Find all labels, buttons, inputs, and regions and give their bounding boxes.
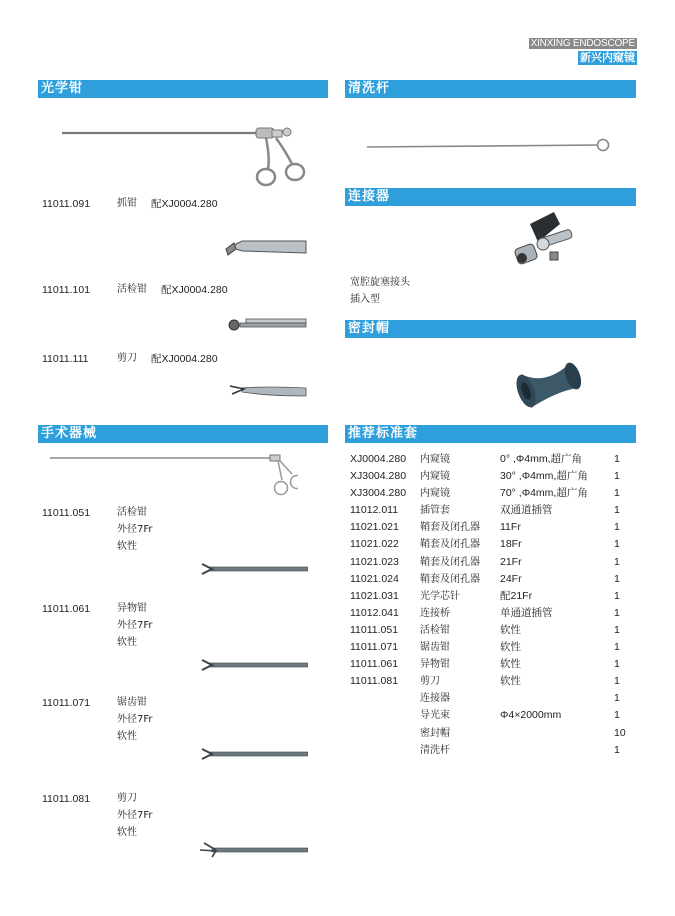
table-row (350, 656, 634, 673)
table-row (350, 571, 634, 588)
instrument-name: 活检钳 (117, 507, 147, 518)
kit-code: 11011.071 (350, 641, 399, 654)
kit-qty: 1 (614, 572, 620, 585)
instrument-diameter: 外径7Fr (117, 810, 153, 821)
cleaning-rod-image (365, 135, 611, 155)
instrument-code: 11011.071 (42, 697, 91, 709)
kit-code: 11012.011 (350, 504, 399, 517)
kit-spec: 24Fr (500, 572, 522, 585)
flexible-forceps-tip-image (200, 658, 308, 672)
scissors-tip-image (228, 380, 308, 400)
kit-spec (500, 725, 614, 742)
kit-name: 锯齿钳 (420, 642, 450, 654)
kit-name: 清洗杆 (420, 744, 450, 756)
table-row (350, 502, 634, 519)
kit-qty: 1 (614, 504, 620, 517)
kit-spec: 双通道插管 (500, 504, 553, 517)
kit-spec: 30° ,Φ4mm,超广角 (500, 470, 588, 483)
section-header-standard-kit: 推荐标准套 (345, 425, 636, 443)
section-header-optical-forceps: 光学钳 (38, 80, 328, 98)
kit-code: 11021.023 (350, 555, 399, 568)
optical-forceps-name: 抓钳 (117, 198, 137, 209)
kit-code (350, 725, 420, 742)
kit-code (350, 707, 420, 724)
kit-qty: 1 (614, 743, 620, 756)
instrument-type: 软性 (117, 541, 137, 552)
kit-name: 密封帽 (420, 727, 450, 739)
kit-spec (500, 690, 614, 707)
kit-qty: 10 (614, 726, 626, 739)
kit-name: 鞘套及闭孔器 (420, 539, 480, 551)
kit-qty: 1 (614, 623, 620, 636)
table-row (350, 690, 634, 707)
kit-code: 11012.041 (350, 606, 399, 619)
connector-image (510, 210, 580, 270)
optical-forceps-code: 11011.101 (42, 284, 91, 296)
section-header-seal-cap: 密封帽 (345, 320, 636, 338)
instrument-type: 软性 (117, 827, 137, 838)
connector-desc-2: 插入型 (350, 294, 380, 305)
kit-code (350, 742, 420, 759)
instrument-code: 11011.081 (42, 793, 91, 805)
kit-qty: 1 (614, 606, 620, 619)
kit-code: 11021.031 (350, 589, 399, 602)
instrument-name: 剪刀 (117, 793, 137, 804)
kit-name: 内窥镜 (420, 471, 450, 483)
kit-name: 鞘套及闭孔器 (420, 573, 480, 585)
optical-forceps-compat: 配XJ0004.280 (161, 284, 228, 296)
kit-name: 活检钳 (420, 624, 450, 636)
kit-qty: 1 (614, 641, 620, 654)
kit-code: 11021.024 (350, 572, 399, 585)
instrument-diameter: 外径7Fr (117, 524, 153, 535)
kit-name: 内窥镜 (420, 488, 450, 500)
table-row (350, 639, 634, 656)
kit-code: XJ3004.280 (350, 487, 407, 500)
table-row (350, 588, 634, 605)
brand-header (529, 31, 637, 65)
kit-name: 鞘套及闭孔器 (420, 556, 480, 568)
section-header-cleaning-rod: 清洗杆 (345, 80, 636, 98)
kit-spec: 配21Fr (500, 589, 533, 602)
kit-name: 内窥镜 (420, 454, 450, 465)
table-row (350, 707, 634, 724)
kit-qty: 1 (614, 470, 620, 483)
kit-name: 异物钳 (420, 659, 450, 671)
kit-code: 11021.021 (350, 521, 399, 534)
kit-spec: 软性 (500, 658, 521, 671)
optical-forceps-compat: 配XJ0004.280 (151, 353, 218, 365)
kit-name: 导光束 (420, 710, 450, 722)
kit-code: 11011.061 (350, 658, 399, 671)
optical-forceps-name: 剪刀 (117, 353, 137, 364)
kit-name: 剪刀 (420, 676, 440, 688)
table-row (350, 519, 634, 536)
kit-spec: 0° ,Φ4mm,超广角 (500, 453, 583, 465)
kit-spec: 11Fr (500, 521, 521, 534)
flexible-forceps-tip-image (200, 562, 308, 576)
kit-spec: 软性 (500, 641, 521, 654)
kit-qty: 1 (614, 709, 620, 722)
table-row (350, 468, 634, 485)
kit-spec: 18Fr (500, 538, 522, 551)
instrument-name: 锯齿钳 (117, 697, 147, 708)
instrument-diameter: 外径7Fr (117, 620, 153, 631)
optical-forceps-compat: 配XJ0004.280 (151, 198, 218, 210)
kit-spec (500, 742, 614, 759)
biopsy-tip-image (226, 315, 308, 333)
kit-qty: 1 (614, 521, 620, 534)
standard-kit-table (350, 451, 634, 759)
instrument-name: 异物钳 (117, 603, 147, 614)
kit-qty: 1 (614, 538, 620, 551)
kit-name: 鞘套及闭孔器 (420, 522, 480, 534)
kit-name: 连接器 (420, 693, 450, 705)
kit-qty: 1 (614, 692, 620, 705)
brand-name-en: XINXING ENDOSCOPE (530, 38, 635, 49)
kit-code: 11021.022 (350, 538, 399, 551)
kit-code: XJ0004.280 (350, 453, 407, 465)
brand-name-cn: 新兴内窥镜 (580, 51, 635, 64)
kit-spec: 软性 (500, 675, 521, 688)
optical-forceps-image (60, 112, 310, 187)
table-row (350, 673, 634, 690)
connector-desc-1: 宽腔旋塞接头 (350, 277, 410, 288)
section-header-connector: 连接器 (345, 188, 636, 206)
table-row (350, 605, 634, 622)
kit-spec: 21Fr (500, 555, 522, 568)
kit-spec: 软性 (500, 623, 521, 636)
kit-name: 插管套 (420, 505, 450, 517)
kit-code (350, 690, 420, 707)
kit-name: 光学芯针 (420, 590, 460, 602)
optical-forceps-name: 活检钳 (117, 284, 147, 295)
instrument-type: 软性 (117, 637, 137, 648)
optical-forceps-code: 11011.091 (42, 198, 91, 210)
section-header-surgical-instruments: 手术器械 (38, 425, 328, 443)
instrument-code: 11011.051 (42, 507, 91, 519)
kit-spec: 70° ,Φ4mm,超广角 (500, 487, 588, 500)
kit-code: XJ3004.280 (350, 470, 407, 483)
table-row (350, 622, 634, 639)
instrument-type: 软性 (117, 731, 137, 742)
surgical-instrument-image (48, 450, 298, 500)
table-row (350, 725, 634, 742)
table-row (350, 485, 634, 502)
kit-qty: 1 (614, 658, 620, 671)
kit-qty: 1 (614, 589, 620, 602)
kit-spec: Φ4×2000mm (500, 709, 562, 722)
flexible-forceps-tip-image (200, 747, 308, 761)
table-row (350, 554, 634, 571)
grasper-tip-image (222, 235, 308, 260)
kit-qty: 1 (614, 453, 620, 465)
kit-qty: 1 (614, 675, 620, 688)
table-row (350, 451, 634, 468)
flexible-scissors-tip-image (200, 841, 308, 859)
table-row (350, 742, 634, 759)
kit-spec: 单通道插管 (500, 606, 553, 619)
kit-qty: 1 (614, 487, 620, 500)
table-row (350, 536, 634, 553)
instrument-diameter: 外径7Fr (117, 714, 153, 725)
seal-cap-image (515, 360, 581, 410)
kit-code: 11011.081 (350, 675, 399, 688)
kit-qty: 1 (614, 555, 620, 568)
kit-name: 连接桥 (420, 607, 450, 619)
optical-forceps-code: 11011.111 (42, 353, 89, 365)
kit-code: 11011.051 (350, 623, 399, 636)
instrument-code: 11011.061 (42, 603, 91, 615)
